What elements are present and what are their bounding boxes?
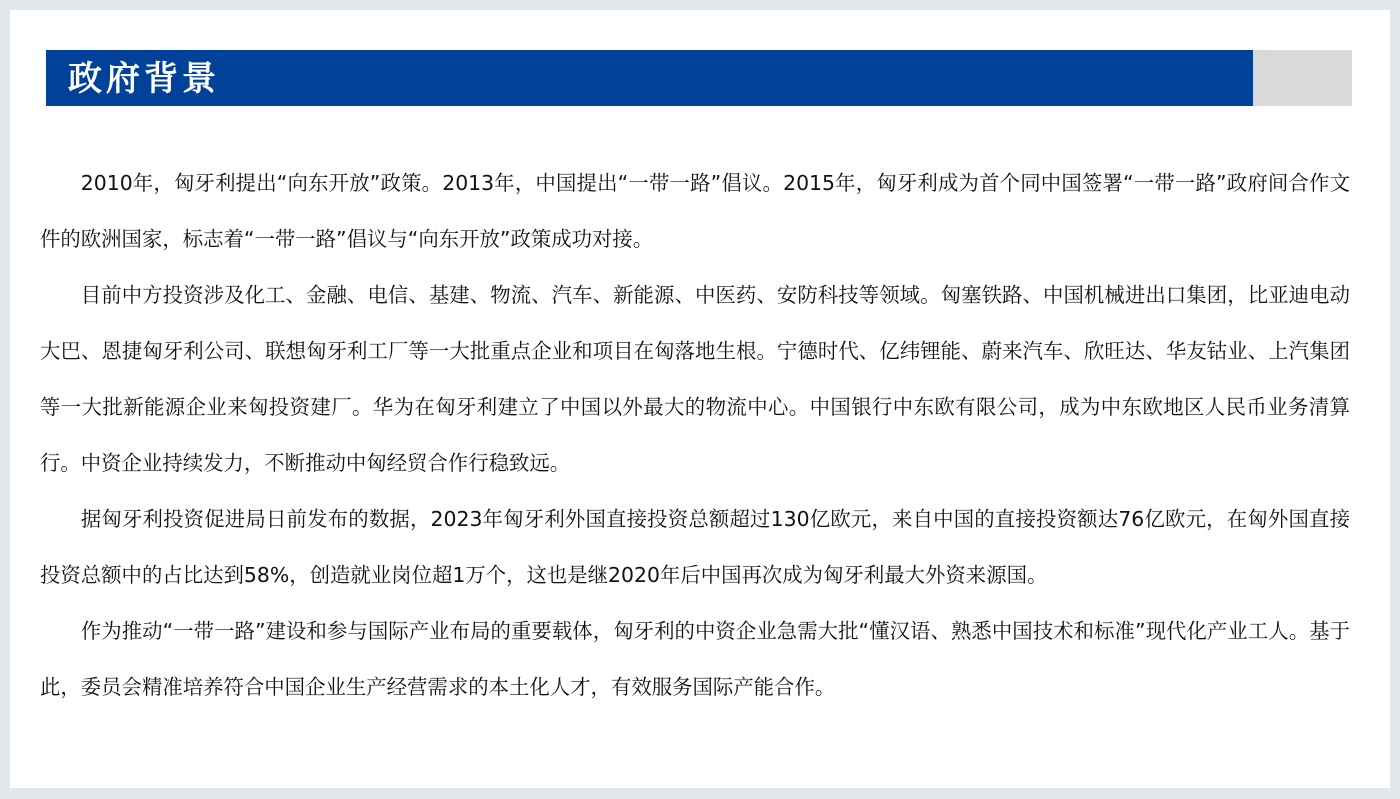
title-bar xyxy=(46,50,1253,106)
paragraph-investment-statistics: 据匈牙利投资促进局日前发布的数据，2023年匈牙利外国直接投资总额超过130亿欧元，来自中国的直接投资额达76亿欧元，在匈外国直接投资总额中的占比达到58%，创造就业岗位超1万个，这也是继2020年后中国再次成为匈牙利最大外资来源国。 xyxy=(40,507,1350,587)
slide xyxy=(10,10,1390,788)
body-text xyxy=(40,155,1350,715)
paragraph-policy-background: 2010年，匈牙利提出“向东开放”政策。2013年，中国提出“一带一路”倡议。2015年，匈牙利成为首个同中国签署“一带一路”政府间合作文件的欧洲国家，标志着“一带一路”倡议与“向东开放”政策成功对接。 xyxy=(40,171,1350,251)
paragraph-talent-training: 作为推动“一带一路”建设和参与国际产业布局的重要载体，匈牙利的中资企业急需大批“懂汉语、熟悉中国技术和标准”现代化产业工人。基于此，委员会精准培养符合中国企业生产经营需求的本土化人才，有效服务国际产能合作。 xyxy=(40,619,1350,699)
slide-title: 政府背景 xyxy=(68,59,220,99)
paragraph-chinese-investment: 目前中方投资涉及化工、金融、电信、基建、物流、汽车、新能源、中医药、安防科技等领域。匈塞铁路、中国机械进出口集团，比亚迪电动大巴、恩捷匈牙利公司、联想匈牙利工厂等一大批重点企业和项目在匈落地生根。宁德时代、亿纬锂能、蔚来汽车、欣旺达、华友钴业、上汽集团等一大批新能源企业来匈投资建厂。华为在匈牙利建立了中国以外最大的物流中心。中国银行中东欧有限公司，成为中东欧地区人民币业务清算行。中资企业持续发力，不断推动中匈经贸合作行稳致远。 xyxy=(40,283,1350,475)
title-bar-accent xyxy=(1253,50,1352,106)
